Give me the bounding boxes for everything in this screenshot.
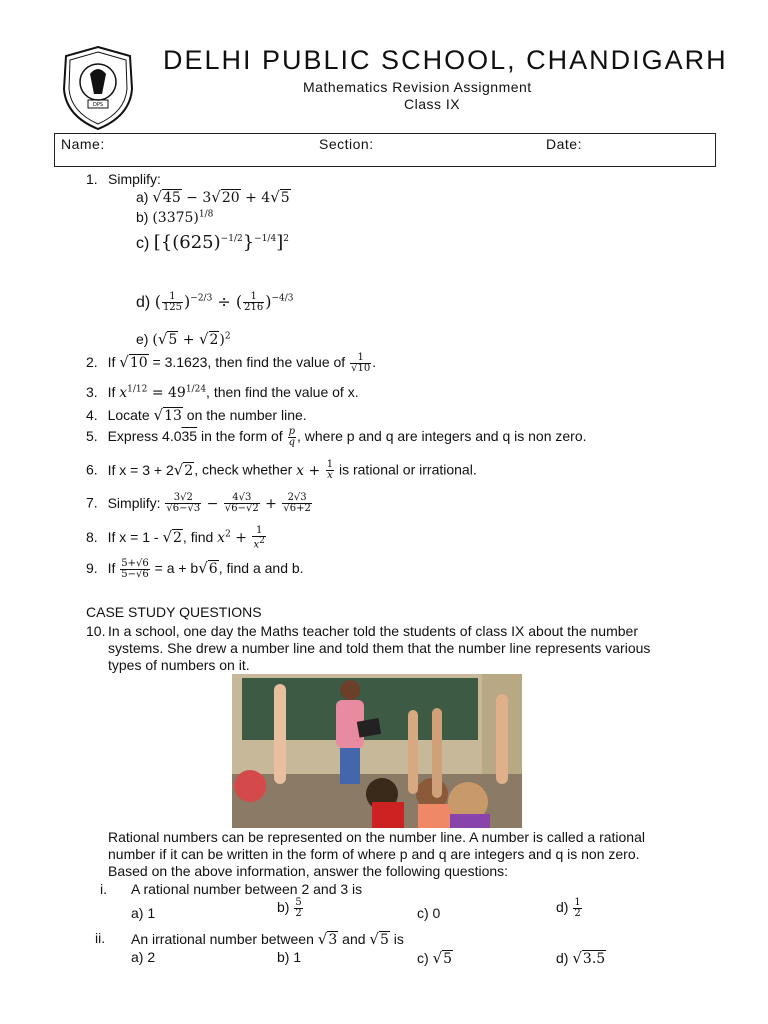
q2: 2. If √10 = 3.1623, then find the value of $\frac{1}{√10}$ . bbox=[86, 352, 377, 374]
q7-expr: $\frac{3√2}{√6-√3}$ − $\frac{4√3}{√6-√2}$ + $\frac{2√3}{√6+2}$ bbox=[166, 492, 311, 514]
q5-mid: in the form of bbox=[200, 428, 283, 445]
q10-number: 10. bbox=[86, 623, 106, 639]
q1a-expr: √45 − 3√20 + 4√5 bbox=[152, 188, 290, 206]
q1e bbox=[136, 330, 231, 348]
q10-line3: types of numbers on it. bbox=[108, 657, 250, 673]
q1d-label: d) bbox=[136, 294, 151, 311]
classroom-photo bbox=[232, 674, 522, 828]
q1b-expr: $(3375)^{1/8}$ bbox=[152, 209, 214, 226]
case-study-heading: CASE STUDY QUESTIONS bbox=[86, 604, 262, 620]
q9-pre: If bbox=[107, 560, 116, 577]
q1b-label: b) bbox=[136, 209, 149, 225]
q1-text: Simplify: bbox=[108, 171, 161, 187]
sub-i-option-c: c) 0 bbox=[417, 905, 441, 921]
q9: 9. If $\frac{5+√6}{5-√6}$ = a + b√6, find a and b. bbox=[86, 558, 304, 580]
sub-i-option-a: a) 1 bbox=[131, 905, 156, 921]
student-info-box bbox=[54, 133, 716, 167]
q10-line2: systems. She drew a number line and told them that the number line represents various bbox=[108, 640, 651, 656]
sub-ii-option-d: d) √3.5 bbox=[556, 949, 606, 967]
sub-ii-option-c: c) √5 bbox=[417, 949, 453, 967]
svg-text:DPS: DPS bbox=[92, 102, 104, 108]
q4-number: 4. bbox=[86, 407, 98, 423]
q2-number: 2. bbox=[86, 354, 98, 371]
q5-post: , where p and q are integers and q is non zero. bbox=[296, 428, 587, 445]
q1d bbox=[136, 292, 294, 313]
q5-pre: Express 4.0 bbox=[107, 428, 182, 445]
q8-pre: If x = 1 - bbox=[107, 529, 159, 546]
q1b bbox=[136, 209, 213, 226]
q9-mid: = a + b bbox=[154, 560, 199, 577]
school-name: DELHI PUBLIC SCHOOL, CHANDIGARH bbox=[163, 45, 728, 75]
q10-line1: In a school, one day the Maths teacher told the students of class IX about the number bbox=[108, 623, 638, 639]
class-label: Class IX bbox=[404, 96, 461, 112]
sub-ii-text: An irrational number between √3 and √5 is bbox=[131, 930, 404, 948]
q7-number: 7. bbox=[86, 494, 98, 511]
q1-number: 1. bbox=[86, 171, 98, 187]
q5-number: 5. bbox=[86, 428, 98, 445]
q7 bbox=[86, 493, 313, 514]
q7-text: Simplify: bbox=[107, 494, 161, 511]
q2-text: = 3.1623, then find the value of bbox=[152, 354, 346, 371]
q2-pre: If bbox=[107, 354, 116, 371]
q9-post: , find a and b. bbox=[218, 560, 304, 577]
q1c bbox=[136, 232, 289, 253]
sub-ii-numeral: ii. bbox=[95, 930, 106, 946]
q3-number: 3. bbox=[86, 384, 98, 400]
q4-pre: Locate bbox=[107, 407, 150, 423]
sub-i-text: A rational number between 2 and 3 is bbox=[131, 881, 363, 897]
q6-mid: , check whether bbox=[194, 461, 293, 478]
q6-number: 6. bbox=[86, 461, 98, 478]
q1c-label: c) bbox=[136, 235, 150, 252]
sub-ii-option-b: b) 1 bbox=[277, 949, 302, 965]
sub-i-option-b: b) $\frac{5}{2}$ bbox=[277, 897, 302, 919]
q8-mid: , find bbox=[182, 529, 214, 546]
q8-number: 8. bbox=[86, 529, 98, 546]
q6-post: is rational or irrational. bbox=[338, 461, 477, 478]
q1d-expr: ( $\frac{1}{125}$ )$^{-2/3}$ ÷ ( $\frac{1}{216}$ )$^{-4/3}$ bbox=[154, 291, 294, 313]
q1e-label: e) bbox=[136, 331, 149, 347]
name-label: Name: bbox=[61, 136, 105, 152]
para-line1: Rational numbers can be represented on the number line. A number is called a rational bbox=[108, 829, 645, 845]
section-label: Section: bbox=[319, 136, 374, 152]
para-line3: Based on the above information, answer the following questions: bbox=[108, 863, 509, 879]
q9-number: 9. bbox=[86, 560, 98, 577]
q1e-expr: $(√5 + √2)^2$ bbox=[152, 330, 231, 348]
q6-pre: If x = 3 + 2 bbox=[107, 461, 174, 478]
sub-ii-option-a: a) 2 bbox=[131, 949, 156, 965]
sub-i-numeral: i. bbox=[100, 881, 107, 897]
school-logo bbox=[60, 44, 136, 132]
q3: 3. If $x^{1/12} = 49^{1/24}$, then find the value of x. bbox=[86, 384, 359, 401]
q3-pre: If bbox=[107, 384, 116, 400]
para-line2: number if it can be written in the form of where p and q are integers and q is non zero. bbox=[108, 846, 640, 862]
assignment-title: Mathematics Revision Assignment bbox=[303, 79, 532, 95]
q1a-label: a) bbox=[136, 189, 149, 205]
q1a bbox=[136, 188, 291, 206]
q1c-expr: $[\{(625)^{-1/2}\}^{-1/4}]^2$ bbox=[153, 232, 289, 253]
q4-post: on the number line. bbox=[186, 407, 307, 423]
q8: 8. If x = 1 - √2, find $x^2$ + $\frac{1}{x^2}$ bbox=[86, 525, 265, 551]
q5: 5. Express 4.035 in the form of $\frac{p}{q}$ , where p and q are integers and q is non zero. bbox=[86, 426, 587, 448]
q4: 4. Locate √13 on the number line. bbox=[86, 406, 307, 424]
q6: 6. If x = 3 + 2√2, check whether x + $\frac{1}{x}$ is rational or irrational. bbox=[86, 459, 477, 481]
date-label: Date: bbox=[546, 136, 582, 152]
sub-i-option-d: d) $\frac{1}{2}$ bbox=[556, 897, 581, 919]
q5-repeat: 35 bbox=[181, 428, 198, 445]
q3-post: , then find the value of x. bbox=[206, 384, 359, 400]
